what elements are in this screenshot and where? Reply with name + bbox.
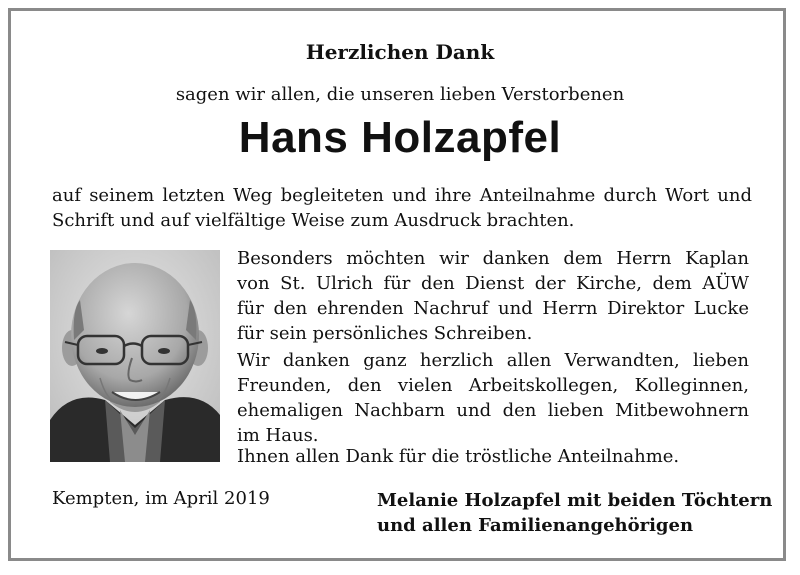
portrait-illustration	[50, 250, 220, 462]
clergy-line-1: Besonders möchten wir danken dem Herrn Kaplan	[237, 248, 749, 269]
place-date: Kempten, im April 2019	[52, 488, 270, 509]
portrait-photo	[50, 250, 220, 462]
family-line-1: Wir danken ganz herzlich allen Verwandten, lieben	[237, 350, 749, 371]
family-line-2: Freunden, den vielen Arbeitskollegen, Kolleginnen,	[237, 375, 749, 396]
signature-line-2: und allen Familienangehörigen	[377, 515, 694, 536]
signature	[377, 488, 772, 538]
signature-line-1: Melanie Holzapfel mit beiden Töchtern	[377, 490, 773, 511]
notice-intro: sagen wir allen, die unseren lieben Verstorbenen	[175, 84, 625, 105]
notice-heading: Herzlichen Dank	[305, 40, 495, 64]
deceased-name: Hans Holzapfel	[238, 113, 562, 162]
clergy-line-2: von St. Ulrich für den Dienst der Kirche, dem AÜW	[237, 273, 749, 294]
closing-sentence: Ihnen allen Dank für die tröstliche Anteilnahme.	[237, 446, 680, 467]
notice-body-text: auf seinem letzten Weg begleiteten und ihre Anteilnahme durch Wort und Schrift und auf vielfältige Weise zum Ausdruck brachten.	[52, 185, 752, 231]
clergy-line-3: für den ehrenden Nachruf und Herrn Direktor Lucke	[237, 298, 749, 319]
family-line-3: ehemaligen Nachbarn und den lieben Mitbewohnern	[237, 400, 749, 421]
thanks-paragraph-family	[237, 348, 749, 448]
clergy-line-4: für sein persönliches Schreiben.	[237, 323, 533, 344]
thanks-paragraph-clergy	[237, 246, 749, 346]
family-line-4: im Haus.	[237, 425, 319, 446]
